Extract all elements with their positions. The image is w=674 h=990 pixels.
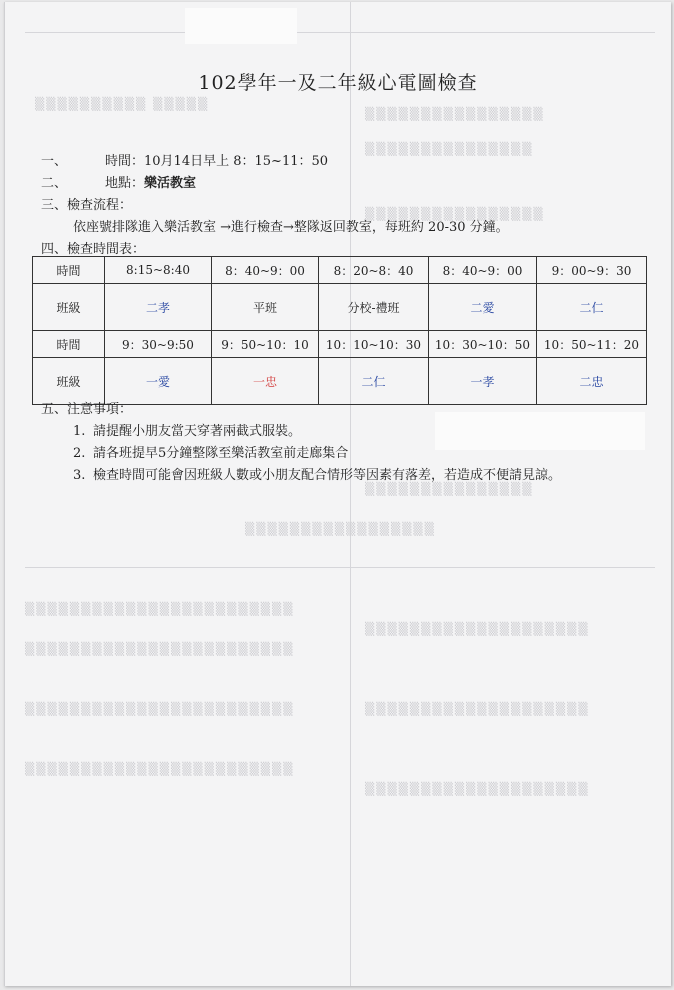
correction-patch bbox=[435, 412, 645, 450]
bleed-through-text: ▒▒▒▒▒▒▒▒▒▒▒▒▒▒▒▒▒▒▒▒▒▒▒▒ bbox=[25, 602, 295, 616]
correction-patch bbox=[185, 8, 297, 44]
time-cell: 8：40~9：00 bbox=[212, 257, 319, 284]
bleed-through-text: ▒▒▒▒▒▒▒▒▒▒▒▒▒▒▒▒▒▒▒▒ bbox=[365, 782, 590, 796]
page-title: 102學年一及二年級心電圖檢查 bbox=[198, 72, 478, 94]
bleed-through-divider bbox=[25, 567, 655, 568]
time-cell: 10：50~11：20 bbox=[537, 331, 647, 358]
time-line bbox=[41, 150, 328, 169]
handwritten-class-cell: 一孝 bbox=[429, 358, 537, 405]
handwritten-class-cell: 一愛 bbox=[105, 358, 212, 405]
time-cell: 10：30~10：50 bbox=[429, 331, 537, 358]
time-cell: 9：00~9：30 bbox=[537, 257, 647, 284]
handwritten-class-cell: 二仁 bbox=[319, 358, 429, 405]
time-cell: 8:15~8:40 bbox=[105, 257, 212, 284]
bleed-through-text: ▒▒▒▒▒▒▒▒▒▒▒▒▒▒▒▒▒▒▒▒▒▒▒▒ bbox=[25, 702, 295, 716]
place-value: 樂活教室 bbox=[144, 176, 197, 191]
note-text: 請提醒小朋友當天穿著兩截式服裝。 bbox=[93, 424, 302, 439]
class-cell: 分校-禮班 bbox=[319, 284, 429, 331]
note-text: 檢查時間可能會因班級人數或小朋友配合情形等因素有落差，若造成不便請見諒。 bbox=[93, 468, 562, 483]
time-cell: 8：20~8：40 bbox=[319, 257, 429, 284]
bleed-through-text: ▒▒▒▒▒▒▒▒▒▒▒▒▒▒▒▒ bbox=[365, 207, 545, 221]
section-label: 檢查流程： bbox=[67, 198, 133, 213]
time-cell: 9：30~9:50 bbox=[105, 331, 212, 358]
table-heading bbox=[41, 238, 145, 257]
schedule-table bbox=[32, 256, 647, 405]
handwritten-class-cell: 二仁 bbox=[537, 284, 647, 331]
bleed-through-text: ▒▒▒▒▒▒▒▒▒▒▒▒▒▒▒▒▒ bbox=[245, 522, 436, 536]
section-label: 檢查時間表： bbox=[67, 242, 146, 257]
bleed-through-text: ▒▒▒▒▒▒▒▒▒▒▒▒▒▒▒▒▒▒▒▒▒▒▒▒ bbox=[25, 762, 295, 776]
flow-text: 依座號排隊進入樂活教室 →進行檢查→整隊返回教室，每班約 20-30 分鐘。 bbox=[73, 220, 509, 235]
row-label: 班級 bbox=[33, 358, 105, 405]
section-number: 三、 bbox=[41, 198, 68, 213]
note-item bbox=[73, 464, 561, 483]
bleed-through-text: ▒▒▒▒▒▒▒▒▒▒▒▒▒▒▒▒ bbox=[365, 107, 545, 121]
handwritten-class-cell: 一忠 bbox=[212, 358, 319, 405]
handwritten-class-cell: 二忠 bbox=[537, 358, 647, 405]
note-number: 1. bbox=[73, 424, 86, 439]
notes-heading bbox=[41, 398, 132, 417]
table-row bbox=[33, 284, 647, 331]
section-label: 時間： bbox=[105, 154, 145, 169]
row-label: 時間 bbox=[33, 257, 105, 284]
class-cell: 平班 bbox=[212, 284, 319, 331]
section-label: 注意事項： bbox=[67, 402, 133, 417]
bleed-through-text: ▒▒▒▒▒▒▒▒▒▒▒▒▒▒▒▒▒▒▒▒ bbox=[365, 702, 590, 716]
place-line bbox=[41, 172, 196, 191]
bleed-through-divider bbox=[25, 32, 655, 33]
bleed-through-text: ▒▒▒▒▒▒▒▒▒▒▒▒▒▒▒ bbox=[365, 482, 534, 496]
note-number: 2. bbox=[73, 446, 86, 461]
bleed-through-text: ▒▒▒▒▒▒▒▒▒▒▒▒▒▒▒▒▒▒▒▒▒▒▒▒ bbox=[25, 642, 295, 656]
time-cell: 9：50~10：10 bbox=[212, 331, 319, 358]
bleed-through-text: ▒▒▒▒▒▒▒▒▒▒▒▒▒▒▒▒▒▒▒▒ bbox=[365, 622, 590, 636]
bleed-through-divider bbox=[350, 2, 351, 986]
time-cell: 8：40~9：00 bbox=[429, 257, 537, 284]
section-label: 地點： bbox=[105, 176, 145, 191]
section-number: 四、 bbox=[41, 242, 68, 257]
note-number: 3. bbox=[73, 468, 86, 483]
document-page bbox=[4, 2, 671, 986]
handwritten-class-cell: 二孝 bbox=[105, 284, 212, 331]
flow-heading bbox=[41, 194, 132, 213]
note-item bbox=[73, 420, 301, 439]
bleed-through-text: ▒▒▒▒▒▒▒▒▒▒ ▒▒▒▒▒ bbox=[35, 97, 210, 111]
bleed-through-text: ▒▒▒▒▒▒▒▒▒▒▒▒▒▒▒ bbox=[365, 142, 534, 156]
handwritten-class-cell: 二愛 bbox=[429, 284, 537, 331]
section-number: 二、 bbox=[41, 176, 68, 191]
note-item bbox=[73, 442, 348, 461]
table-row bbox=[33, 331, 647, 358]
table-row bbox=[33, 257, 647, 284]
row-label: 班級 bbox=[33, 284, 105, 331]
section-number: 一、 bbox=[41, 154, 68, 169]
time-value: 10月14日早上 8：15~11：50 bbox=[144, 154, 329, 169]
section-number: 五、 bbox=[41, 402, 68, 417]
note-text: 請各班提早5分鐘整隊至樂活教室前走廊集合 bbox=[93, 446, 349, 461]
time-cell: 10：10~10：30 bbox=[319, 331, 429, 358]
row-label: 時間 bbox=[33, 331, 105, 358]
